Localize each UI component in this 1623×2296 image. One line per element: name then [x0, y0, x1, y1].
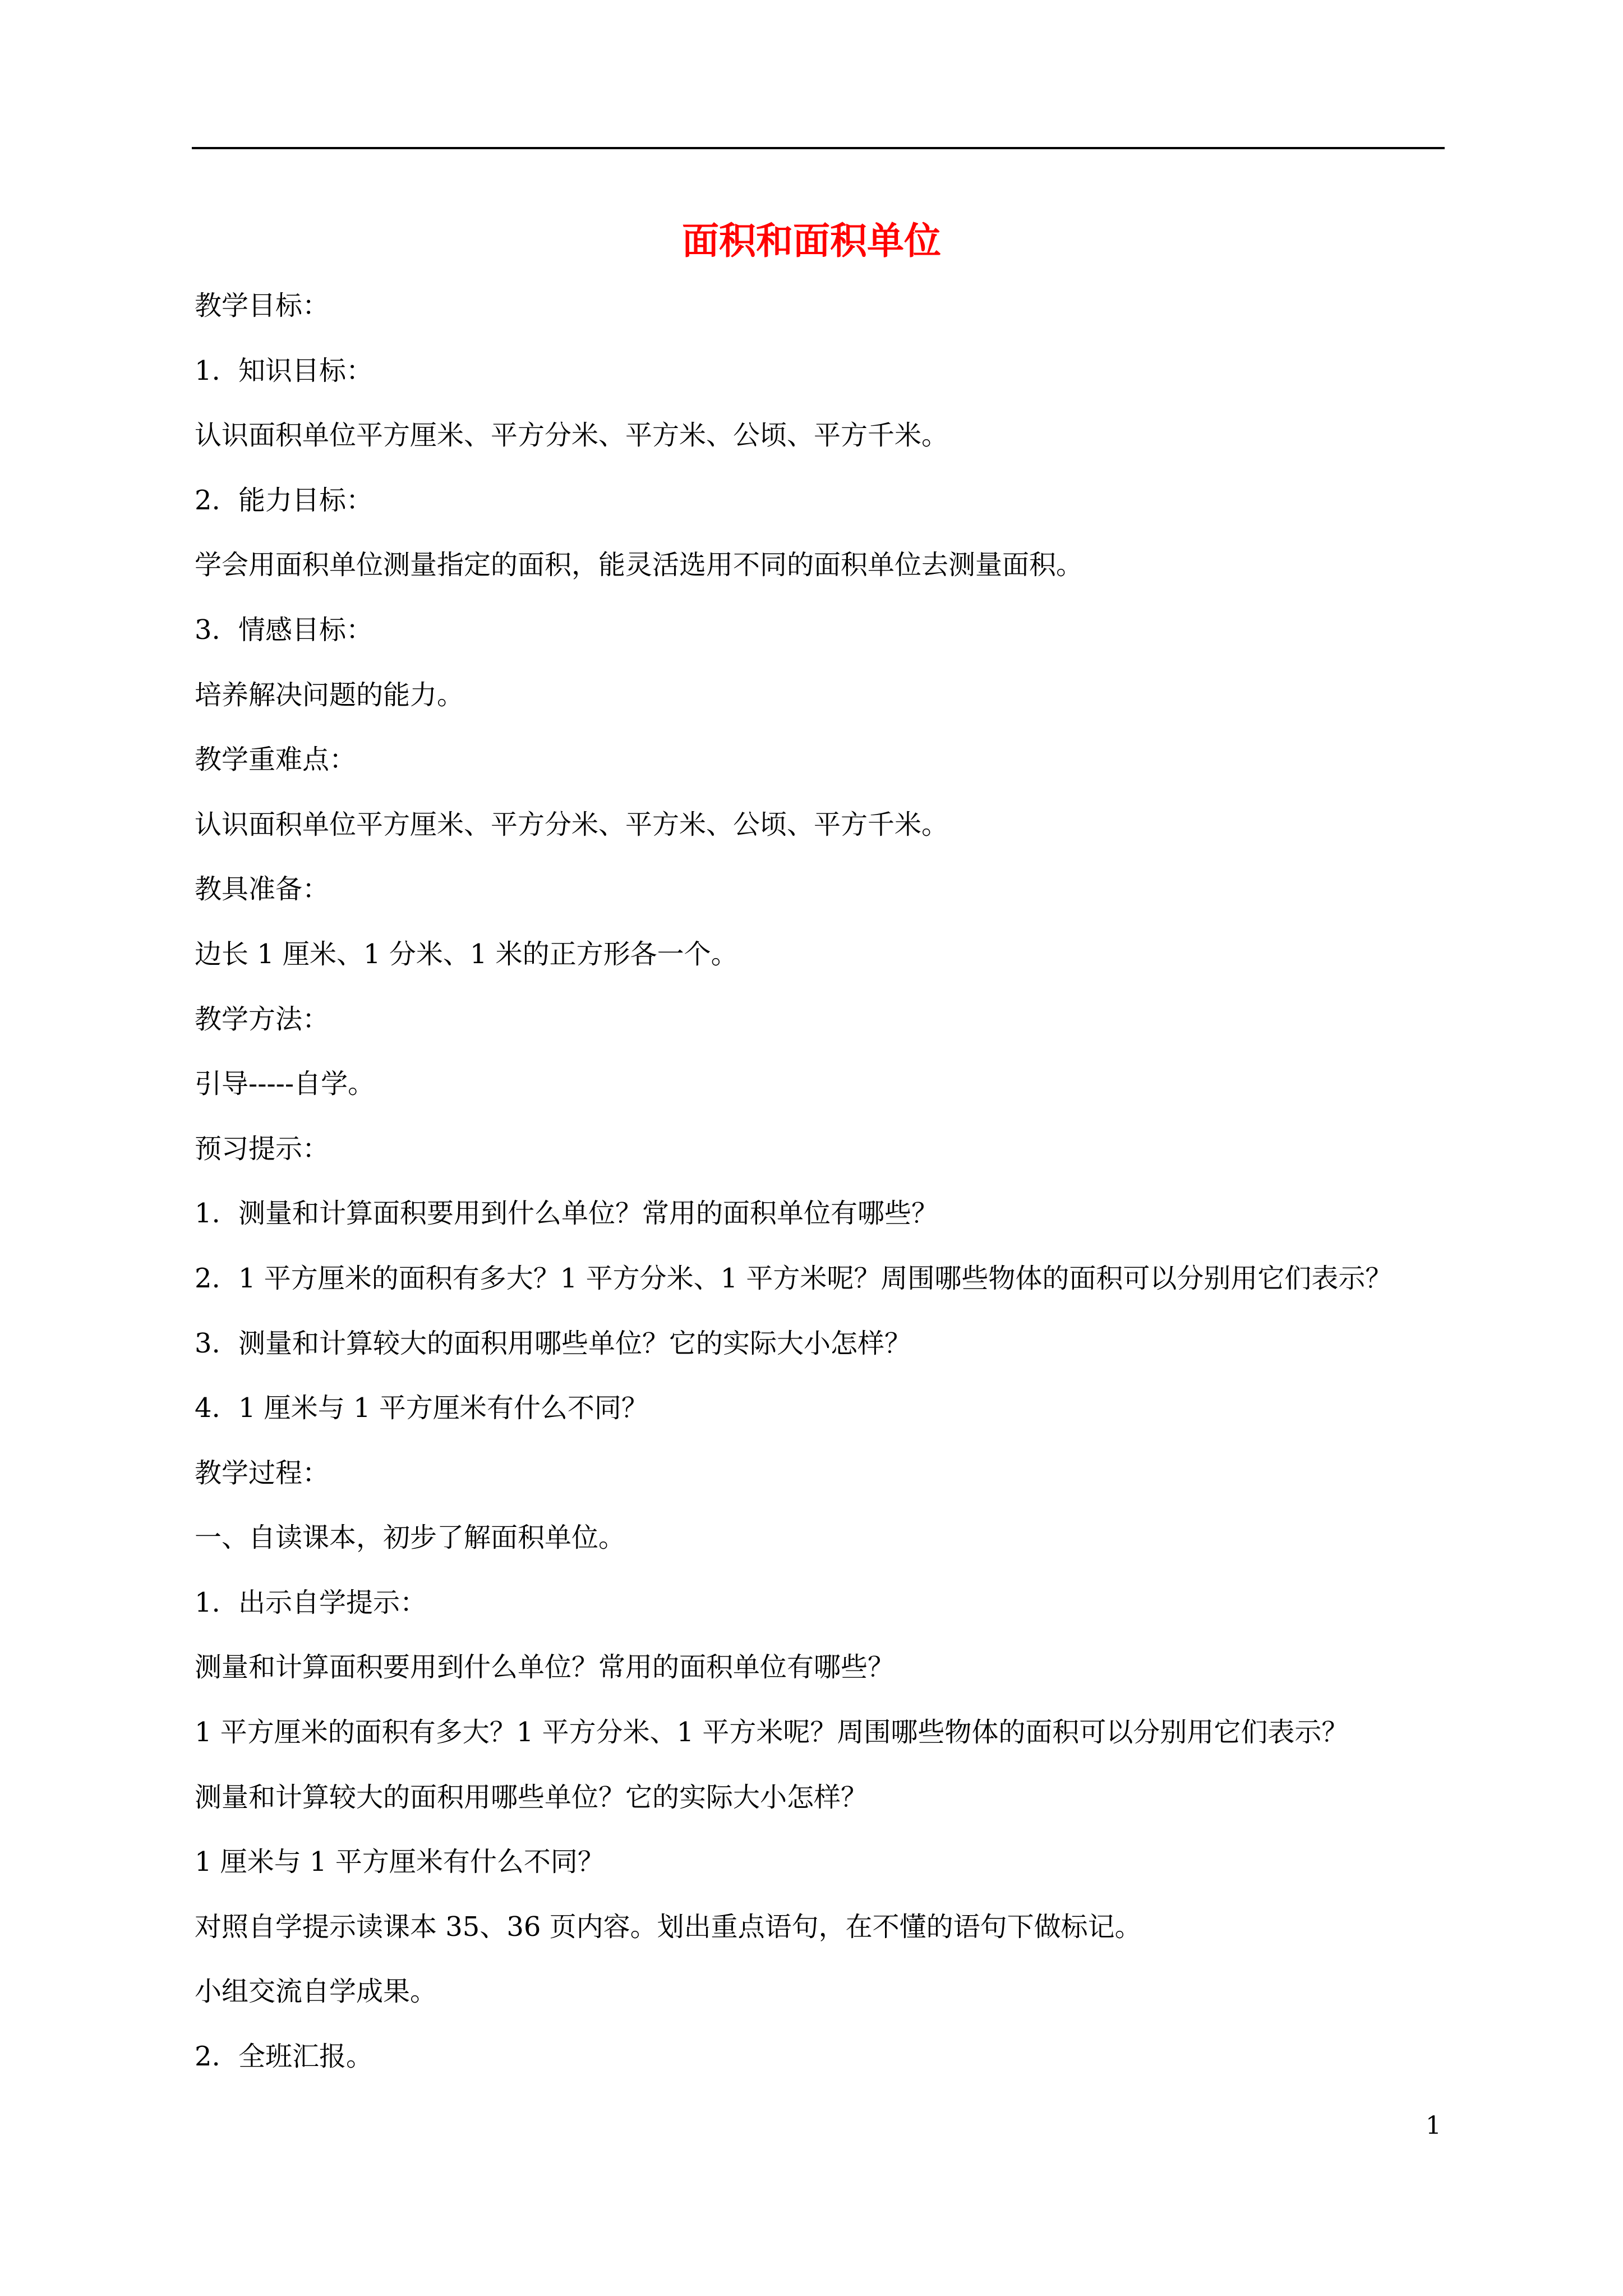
line-text: 能力目标： — [238, 484, 374, 516]
paragraph-line — [195, 743, 1451, 808]
line-text: 边长 1 厘米、1 分米、1 米的正方形各一个。 — [195, 938, 738, 970]
paragraph-line — [195, 1067, 1451, 1132]
line-text: 认识面积单位平方厘米、平方分米、平方米、公顷、平方千米。 — [195, 808, 949, 840]
line-text: 教学重难点： — [195, 744, 357, 776]
paragraph-line — [195, 613, 1451, 678]
line-text: 教学目标： — [195, 290, 330, 321]
line-text: 测量和计算面积要用到什么单位？常用的面积单位有哪些？ — [195, 1651, 895, 1683]
line-text: 一、自读课本，初步了解面积单位。 — [195, 1522, 626, 1554]
paragraph-line — [195, 289, 1451, 354]
line-text: 1 厘米与 1 平方厘米有什么不同？ — [238, 1392, 648, 1424]
paragraph-line — [195, 1197, 1451, 1262]
line-text: 全班汇报。 — [238, 2041, 374, 2073]
line-text: 情感目标： — [238, 614, 374, 646]
line-text: 教学方法： — [195, 1003, 330, 1035]
paragraph-line — [195, 1845, 1451, 1910]
paragraph-line — [195, 678, 1451, 743]
paragraph-line — [195, 548, 1451, 613]
list-number: 2. — [195, 1262, 220, 1294]
list-number: 2. — [195, 2041, 220, 2073]
line-text: 教具准备： — [195, 873, 330, 905]
paragraph-line — [195, 1456, 1451, 1521]
line-text: 测量和计算较大的面积用哪些单位？它的实际大小怎样？ — [238, 1327, 912, 1359]
line-text: 知识目标： — [238, 355, 374, 386]
line-text: 培养解决问题的能力。 — [195, 679, 464, 711]
line-text: 1 平方厘米的面积有多大？1 平方分米、1 平方米呢？周围哪些物体的面积可以分别用它们表示？ — [195, 1717, 1349, 1749]
list-number: 1. — [195, 355, 220, 386]
page-number: 1 — [1426, 2111, 1441, 2140]
paragraph-line — [195, 2040, 1451, 2105]
line-text: 1 厘米与 1 平方厘米有什么不同？ — [195, 1846, 605, 1878]
paragraph-line — [195, 937, 1451, 1002]
paragraph-line — [195, 1780, 1451, 1846]
line-text: 学会用面积单位测量指定的面积，能灵活选用不同的面积单位去测量面积。 — [195, 549, 1083, 581]
paragraph-line — [195, 1262, 1451, 1327]
paragraph-line — [195, 1002, 1451, 1068]
paragraph-line — [195, 872, 1451, 937]
paragraph-line — [195, 1650, 1451, 1715]
line-text: 出示自学提示： — [238, 1586, 427, 1618]
line-text: 引导-----自学。 — [195, 1068, 375, 1100]
paragraph-line — [195, 354, 1451, 419]
line-text: 测量和计算较大的面积用哪些单位？它的实际大小怎样？ — [195, 1781, 868, 1813]
document-body — [195, 289, 1451, 2105]
paragraph-line — [195, 418, 1451, 484]
line-text: 测量和计算面积要用到什么单位？常用的面积单位有哪些？ — [238, 1198, 939, 1230]
line-text: 预习提示： — [195, 1133, 330, 1165]
paragraph-line — [195, 1391, 1451, 1456]
paragraph-line — [195, 1521, 1451, 1586]
paragraph-line — [195, 1715, 1451, 1780]
line-text: 对照自学提示读课本 35、36 页内容。划出重点语句，在不懂的语句下做标记。 — [195, 1911, 1142, 1943]
paragraph-line — [195, 1910, 1451, 1975]
line-text: 1 平方厘米的面积有多大？1 平方分米、1 平方米呢？周围哪些物体的面积可以分别用它们表示？ — [238, 1262, 1393, 1294]
list-number: 1. — [195, 1586, 220, 1618]
list-number: 2. — [195, 484, 220, 516]
paragraph-line — [195, 484, 1451, 549]
line-text: 小组交流自学成果。 — [195, 1976, 437, 2008]
line-text: 认识面积单位平方厘米、平方分米、平方米、公顷、平方千米。 — [195, 420, 949, 452]
paragraph-line — [195, 1975, 1451, 2040]
document-title: 面积和面积单位 — [682, 219, 941, 263]
list-number: 3. — [195, 1327, 220, 1359]
paragraph-line — [195, 1132, 1451, 1197]
paragraph-line — [195, 1586, 1451, 1651]
paragraph-line — [195, 808, 1451, 873]
list-number: 1. — [195, 1198, 220, 1230]
paragraph-line — [195, 1327, 1451, 1392]
header-rule — [192, 147, 1445, 149]
line-text: 教学过程： — [195, 1457, 330, 1489]
list-number: 3. — [195, 614, 220, 646]
list-number: 4. — [195, 1392, 220, 1424]
